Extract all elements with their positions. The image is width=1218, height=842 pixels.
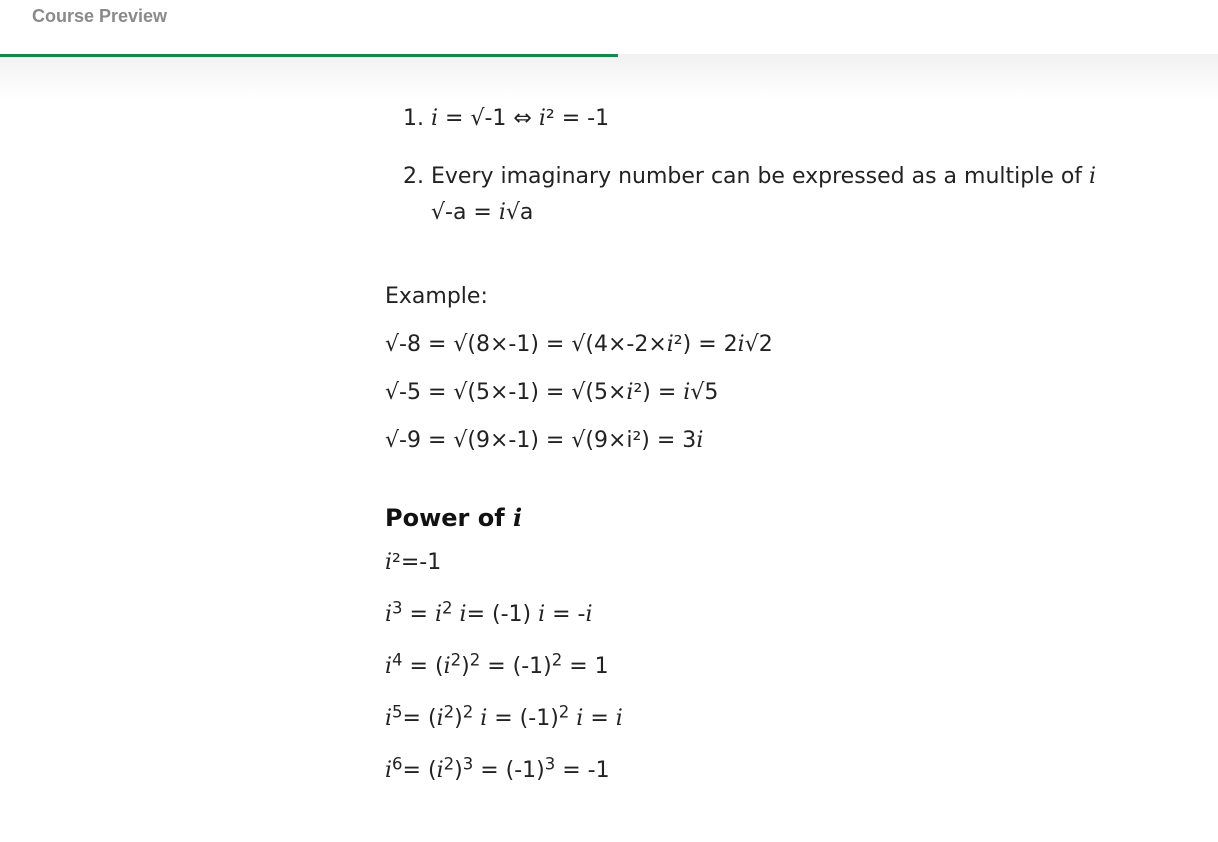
- exponent: 2: [551, 650, 563, 670]
- text: √-8 = √(8×-1) = √(4×-2×: [385, 332, 667, 357]
- top-bar: [0, 0, 1218, 54]
- text: = -1: [555, 758, 610, 783]
- i-symbol: i: [737, 332, 745, 357]
- i-symbol: i: [385, 550, 393, 575]
- exponent: 3: [544, 754, 556, 774]
- text: = (-1): [480, 654, 552, 679]
- i-symbol: i: [683, 380, 691, 405]
- exponent: 2: [442, 598, 453, 618]
- example-row: [385, 382, 1205, 430]
- text: √-5 = √(5×-1) = √(5×: [385, 380, 627, 405]
- i-symbol: i: [1089, 164, 1097, 189]
- page-title: Course Preview: [32, 6, 168, 26]
- text: ²) = 2: [673, 332, 738, 357]
- list-item: [385, 108, 1205, 164]
- text: [453, 602, 460, 627]
- text: =: [583, 706, 616, 731]
- powers-section: [385, 503, 1205, 812]
- exponent: 2: [558, 702, 570, 722]
- power-row: [385, 650, 1205, 708]
- text: √a: [505, 200, 534, 225]
- i-symbol: i: [385, 706, 393, 731]
- property-1-text: [431, 108, 1205, 130]
- heading-text: Power of: [385, 504, 514, 532]
- example-row: [385, 334, 1205, 382]
- example-heading: Example:: [385, 284, 488, 309]
- properties-list: [385, 108, 1205, 286]
- list-number: 1.: [403, 106, 424, 131]
- property-2-text: [431, 164, 1205, 188]
- power-row: [385, 598, 1205, 656]
- exponent: 4: [392, 650, 403, 670]
- power-row: [385, 552, 1205, 604]
- header-shadow: [0, 54, 1218, 100]
- i-symbol: i: [538, 106, 546, 131]
- text: = (: [402, 706, 437, 731]
- text: √-9 = √(9×-1) = √(9×i²) = 3: [385, 428, 697, 453]
- text: =: [402, 602, 435, 627]
- text: = (-1): [473, 758, 545, 783]
- example-section: [385, 286, 1205, 506]
- i-symbol: i: [385, 654, 393, 679]
- text: √5: [690, 380, 719, 405]
- text: ): [454, 758, 463, 783]
- text: √2: [744, 332, 773, 357]
- i-symbol: i: [434, 602, 443, 627]
- text: Every imaginary number can be expressed as a multiple of: [431, 164, 1090, 189]
- i-symbol: i: [480, 706, 488, 731]
- text: = (-1): [487, 706, 559, 731]
- example-row: [385, 430, 1205, 506]
- text: ): [461, 654, 470, 679]
- i-symbol: i: [459, 602, 467, 627]
- section-heading: [385, 503, 1205, 552]
- i-symbol: i: [385, 758, 393, 783]
- text: ²=-1: [392, 550, 442, 575]
- i-symbol: i: [436, 706, 444, 731]
- exponent: 3: [392, 598, 403, 618]
- text: √-a =: [431, 200, 499, 225]
- exponent: 2: [443, 702, 455, 722]
- exponent: 5: [392, 702, 403, 722]
- text: ²) =: [633, 380, 684, 405]
- text: = -: [545, 602, 586, 627]
- progress-fill: [0, 54, 618, 57]
- i-symbol: i: [626, 380, 634, 405]
- i-symbol: i: [498, 200, 506, 225]
- i-symbol: i: [585, 602, 593, 627]
- text: = 1: [562, 654, 609, 679]
- property-2-formula: [431, 202, 1205, 224]
- exponent: 2: [443, 754, 455, 774]
- list-item: [385, 164, 1205, 286]
- power-row: [385, 702, 1205, 760]
- text: ² = -1: [545, 106, 610, 131]
- progress-bar: [0, 54, 1218, 58]
- i-symbol: i: [431, 106, 439, 131]
- i-symbol: i: [443, 654, 451, 679]
- i-symbol: i: [385, 602, 393, 627]
- i-symbol: i: [538, 602, 546, 627]
- i-symbol: i: [436, 758, 444, 783]
- lesson-content: [385, 108, 1205, 812]
- exponent: 6: [392, 754, 403, 774]
- i-symbol: i: [513, 503, 523, 532]
- text: = (-1): [466, 602, 539, 627]
- list-number: 2.: [403, 164, 424, 189]
- i-symbol: i: [576, 706, 584, 731]
- power-row: [385, 754, 1205, 812]
- text: = (: [402, 758, 437, 783]
- text: ): [454, 706, 463, 731]
- exponent: 3: [462, 754, 474, 774]
- i-symbol: i: [666, 332, 674, 357]
- exponent: 2: [450, 650, 462, 670]
- text: = (: [402, 654, 444, 679]
- i-symbol: i: [696, 428, 704, 453]
- text: = √-1 ⇔: [438, 106, 539, 131]
- exponent: 2: [469, 650, 481, 670]
- i-symbol: i: [615, 706, 623, 731]
- exponent: 2: [462, 702, 474, 722]
